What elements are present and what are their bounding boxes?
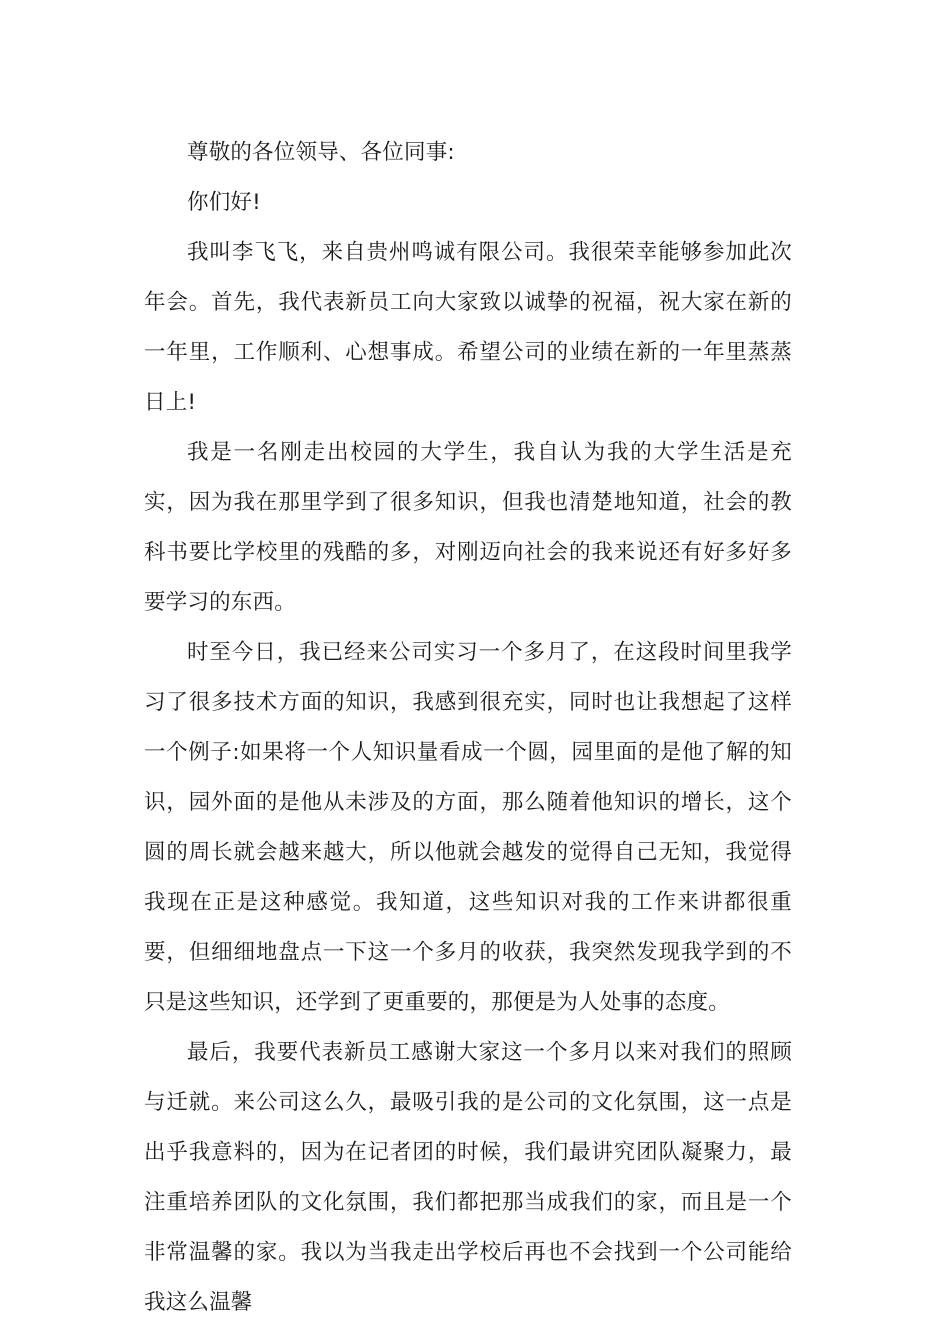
speech-body xyxy=(144,128,792,1328)
paragraph-student-life: 我是一名刚走出校园的大学生，我自认为我的大学生活是充实，因为我在那里学到了很多知识，但我也清楚地知道，社会的教科书要比学校里的残酷的多，对刚迈向社会的我来说还有好多好多要学习的东西。 xyxy=(144,440,792,615)
paragraph-thanks: 最后，我要代表新员工感谢大家这一个多月以来对我们的照顾与迁就。来公司这么久，最吸引我的是公司的文化氛围，这一点是出乎我意料的，因为在记者团的时候，我们最讲究团队凝聚力，最注重培养团队的文化氛围，我们都把那当成我们的家，而且是一个非常温馨的家。我以为当我走出学校后再也不会找到一个公司能给我这么温馨 xyxy=(144,1040,792,1315)
hello-line: 你们好! xyxy=(187,190,261,215)
paragraph-introduction: 我叫李飞飞，来自贵州鸣诚有限公司。我很荣幸能够参加此次年会。首先，我代表新员工向大家致以诚挚的祝福，祝大家在新的一年里，工作顺利、心想事成。希望公司的业绩在新的一年里蒸蒸日上! xyxy=(144,240,792,415)
greeting-line: 尊敬的各位领导、各位同事: xyxy=(187,140,455,165)
paragraph-internship: 时至今日，我已经来公司实习一个多月了，在这段时间里我学习了很多技术方面的知识，我感到很充实，同时也让我想起了这样一个例子:如果将一个人知识量看成一个圆，园里面的是他了解的知识，园外面的是他从未涉及的方面，那么随着他知识的增长，这个圆的周长就会越来越大，所以他就会越发的觉得自己无知，我觉得我现在正是这种感觉。我知道，这些知识对我的工作来讲都很重要，但细细地盘点一下这一个多月的收获，我突然发现我学到的不只是这些知识，还学到了更重要的，那便是为人处事的态度。 xyxy=(144,640,792,1015)
